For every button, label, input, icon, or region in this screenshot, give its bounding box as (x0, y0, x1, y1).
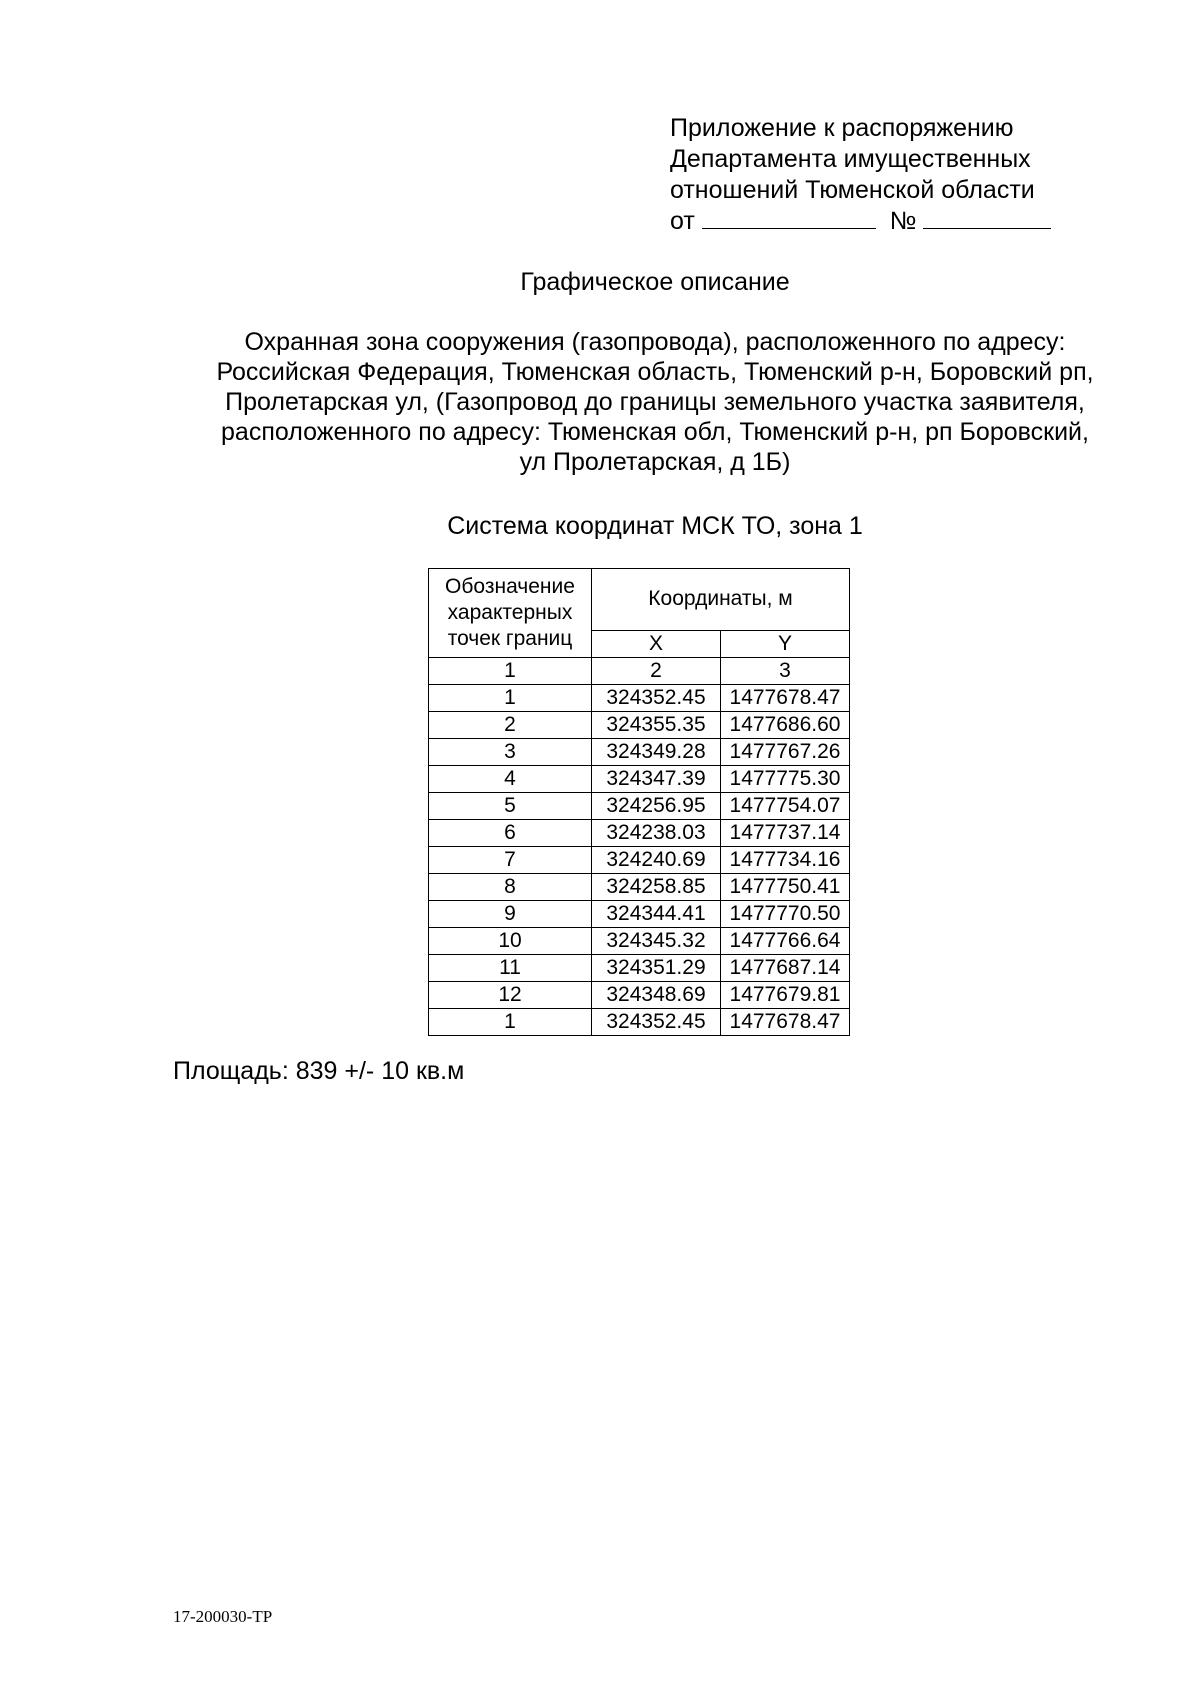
point-number-cell: 5 (429, 793, 592, 820)
x-coordinate-cell: 324352.45 (592, 1009, 721, 1036)
column-number: 3 (721, 658, 850, 685)
table-row (429, 793, 850, 820)
appendix-line-3: отношений Тюменской области (670, 176, 1035, 204)
header-designation-line: точек границ (447, 627, 573, 650)
appendix-line-2: Департамента имущественных (670, 145, 1031, 173)
x-coordinate-cell: 324351.29 (592, 955, 721, 982)
x-coordinate-cell: 324355.35 (592, 712, 721, 739)
x-coordinate-cell: 324238.03 (592, 820, 721, 847)
column-number-row (429, 658, 850, 685)
x-coordinate-cell: 324258.85 (592, 874, 721, 901)
area-value: Площадь: 839 +/- 10 кв.м (173, 1057, 465, 1085)
appendix-date-number-line (670, 206, 1051, 237)
y-coordinate-cell: 1477750.41 (721, 874, 850, 901)
point-number-cell: 3 (429, 739, 592, 766)
header-designation (429, 569, 592, 658)
point-number-cell: 1 (429, 1009, 592, 1036)
y-coordinate-cell: 1477678.47 (721, 685, 850, 712)
from-label: от (670, 207, 695, 235)
table-row (429, 685, 850, 712)
coordinate-system: Система координат МСК ТО, зона 1 (447, 512, 863, 540)
table-row (429, 739, 850, 766)
y-coordinate-cell: 1477734.16 (721, 847, 850, 874)
table-row (429, 874, 850, 901)
date-blank (702, 206, 876, 229)
x-coordinate-cell: 324349.28 (592, 739, 721, 766)
point-number-cell: 8 (429, 874, 592, 901)
y-coordinate-cell: 1477766.64 (721, 928, 850, 955)
header-designation-line: Обозначение (445, 575, 575, 598)
column-number: 2 (592, 658, 721, 685)
table-header-row (429, 569, 850, 631)
coordinates-table (428, 568, 850, 1036)
zone-description-line: расположенного по адресу: Тюменская обл, Тюменский р-н, рп Боровский, (221, 418, 1089, 446)
x-coordinate-cell: 324344.41 (592, 901, 721, 928)
zone-description-line: Охранная зона сооружения (газопровода), расположенного по адресу: (244, 328, 1066, 356)
x-coordinate-cell: 324240.69 (592, 847, 721, 874)
y-coordinate-cell: 1477775.30 (721, 766, 850, 793)
point-number-cell: 2 (429, 712, 592, 739)
header-coordinates: Координаты, м (592, 569, 850, 631)
number-blank (923, 206, 1051, 229)
y-coordinate-cell: 1477754.07 (721, 793, 850, 820)
header-designation-line: характерных (447, 601, 573, 624)
table-row (429, 820, 850, 847)
table-row (429, 982, 850, 1009)
x-coordinate-cell: 324348.69 (592, 982, 721, 1009)
page-title: Графическое описание (520, 268, 790, 296)
point-number-cell: 1 (429, 685, 592, 712)
document-code: 17-200030-ТР (173, 1607, 273, 1626)
y-coordinate-cell: 1477679.81 (721, 982, 850, 1009)
x-coordinate-cell: 324347.39 (592, 766, 721, 793)
y-coordinate-cell: 1477770.50 (721, 901, 850, 928)
point-number-cell: 11 (429, 955, 592, 982)
point-number-cell: 10 (429, 928, 592, 955)
x-coordinate-cell: 324256.95 (592, 793, 721, 820)
y-coordinate-cell: 1477687.14 (721, 955, 850, 982)
appendix-line-1: Приложение к распоряжению (670, 114, 1014, 142)
x-coordinate-cell: 324345.32 (592, 928, 721, 955)
y-coordinate-cell: 1477678.47 (721, 1009, 850, 1036)
table-row (429, 847, 850, 874)
zone-description-line: Пролетарская ул, (Газопровод до границы земельного участка заявителя, (225, 388, 1085, 416)
point-number-cell: 9 (429, 901, 592, 928)
y-coordinate-cell: 1477737.14 (721, 820, 850, 847)
number-label: № (889, 207, 917, 235)
point-number-cell: 7 (429, 847, 592, 874)
header-y: Y (721, 630, 850, 657)
y-coordinate-cell: 1477767.26 (721, 739, 850, 766)
table-row (429, 766, 850, 793)
zone-description (155, 327, 1155, 477)
zone-description-line: Российская Федерация, Тюменская область, Тюменский р-н, Боровский рп, (216, 358, 1094, 386)
appendix-block (670, 113, 1051, 237)
point-number-cell: 4 (429, 766, 592, 793)
table-row (429, 901, 850, 928)
point-number-cell: 6 (429, 820, 592, 847)
table-row (429, 712, 850, 739)
point-number-cell: 12 (429, 982, 592, 1009)
table-row (429, 1009, 850, 1036)
zone-description-line: ул Пролетарская, д 1Б) (519, 448, 791, 476)
table-row (429, 955, 850, 982)
x-coordinate-cell: 324352.45 (592, 685, 721, 712)
header-x: X (592, 630, 721, 657)
column-number: 1 (429, 658, 592, 685)
table-row (429, 928, 850, 955)
y-coordinate-cell: 1477686.60 (721, 712, 850, 739)
